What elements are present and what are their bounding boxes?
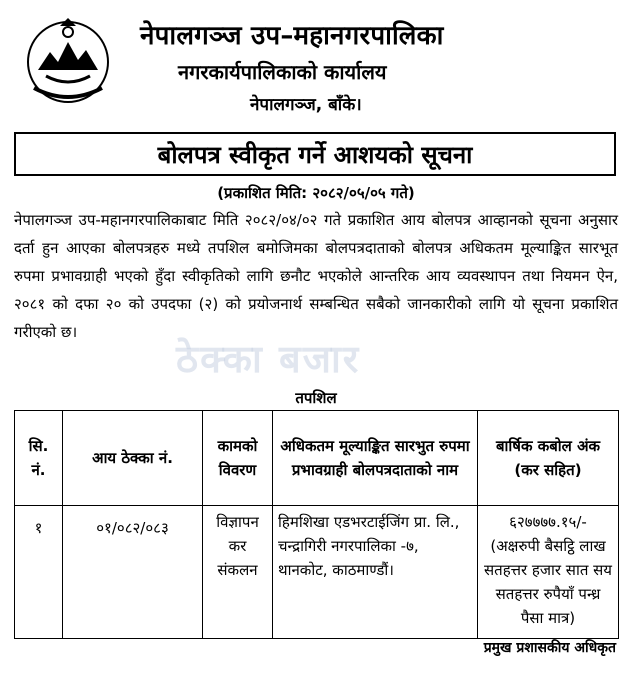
signatory: प्रमुख प्रशासकीय अधिकृत xyxy=(483,640,616,656)
cell-work-desc: विज्ञापन कर संकलन xyxy=(203,506,273,639)
cell-contract-no: ०१/०८२/०८३ xyxy=(63,506,203,639)
notice-body: नेपालगञ्ज उप-महानगरपालिकाबाट मिति २०८२/०४/०२ गते प्रकाशित आय बोलपत्र आव्हानको सूचना अनुसार दर्ता हुन आएका बोलपत्रहरु मध्ये तपशिल बमोजिमका बोलपत्रदाताको बोलपत्र अधिकतम मूल्याङ्कित सारभूत रुपमा प्रभावग्राही भएको हुँदा स्वीकृतिको लागि छनौट भएकोले आन्तरिक आय व्यवस्थापन तथा नियमन ऐन, २०८१ को दफा २० को उपदफा (२) को प्रयोजनार्थ सम्बन्धित सबैको जानकारीको लागि यो सूचना प्रकाशित गरीएको छ। xyxy=(14,211,618,341)
notice-title: बोलपत्र स्वीकृत गर्ने आशयको सूचना xyxy=(14,132,616,176)
header-amount: बार्षिक कबोल अंक (कर सहित) xyxy=(478,411,619,506)
cell-sn: १ xyxy=(15,506,63,639)
published-date: (प्रकाशित मिति: २०८२/०५/०५ गते) xyxy=(217,184,415,202)
section-label: तपशिल xyxy=(295,389,337,407)
header-contract-no: आय ठेक्का नं. xyxy=(63,411,203,506)
header-bidder: अधिकतम मूल्याङ्कित सारभुत रुपमा प्रभावग्राही बोलपत्रदाताको नाम xyxy=(273,411,478,506)
cell-amount: ६२७७७७.१५/- (अक्षरुपी बैसट्ठि लाख सतहत्तर हजार सात सय सतहत्तर रुपैयाँ पन्ध्र पैसा मात्र) xyxy=(478,506,619,639)
header-work-desc: कामको विवरण xyxy=(203,411,273,506)
table-header-row xyxy=(15,411,619,506)
details-table xyxy=(14,410,619,639)
office-name: नगरकार्यपालिकाको कार्यालय xyxy=(178,60,387,84)
table-row xyxy=(15,506,619,639)
cell-bidder: हिमशिखा एडभरटाईजिंग प्रा. लि., चन्द्रागिरी नगरपालिका -७, थानकोट, काठमाण्डौं। xyxy=(273,506,478,639)
header-sn: सि. नं. xyxy=(15,411,63,506)
watermark: ठेक्का बजार xyxy=(176,337,361,381)
office-address: नेपालगञ्ज, बाँके। xyxy=(250,95,362,115)
nepal-government-emblem-icon xyxy=(20,12,116,108)
org-name: नेपालगञ्ज उप–महानगरपालिका xyxy=(140,21,444,51)
